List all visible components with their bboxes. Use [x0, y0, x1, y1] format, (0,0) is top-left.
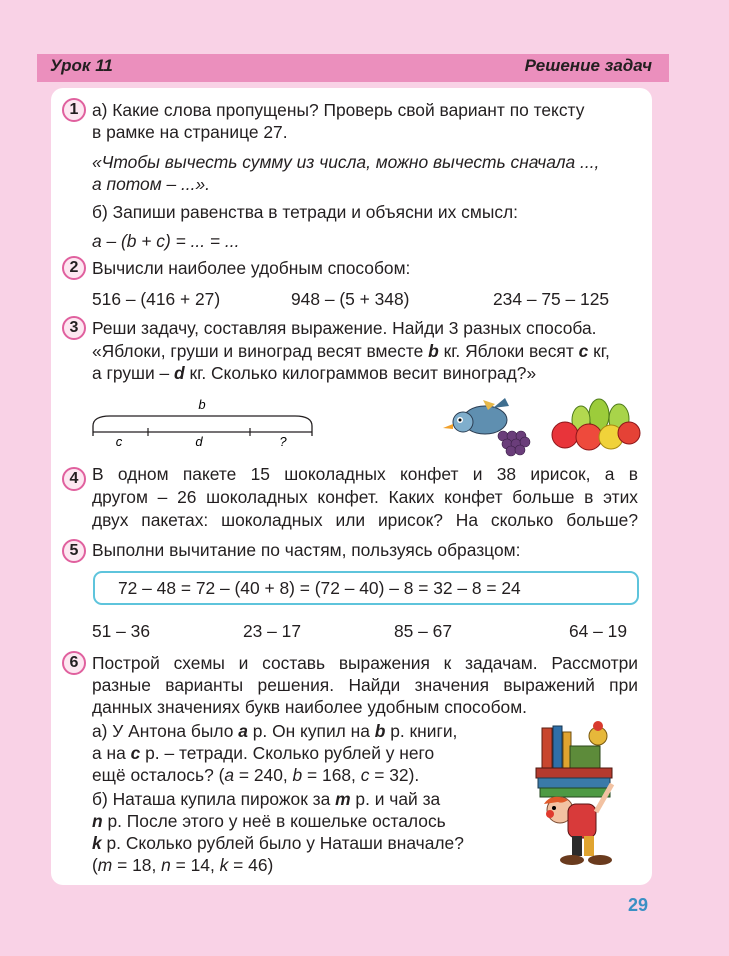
diagram-label-question: ? [279, 434, 287, 449]
task3-text: Реши задачу, составляя выражение. Найди 3 разных способа. [92, 318, 597, 338]
task4-line3: двух пакетах: шоколадных или ирисок? На сколько больше? [92, 510, 638, 530]
task6-b-line1: б) Наташа купила пирожок за m р. и чай за [92, 789, 441, 809]
task1-formula: a – (b + c) = ... = ... [92, 231, 240, 251]
task2-expression-2: 948 – (5 + 348) [291, 289, 410, 309]
task-number-4: 4 [62, 467, 86, 491]
task5-expression-3: 85 – 67 [394, 621, 453, 641]
task6-a-line1: а) У Антона было a р. Он купил на b р. книги, [92, 721, 458, 741]
task3-problem-line2: а груши – d кг. Сколько килограммов весит виноград?» [92, 363, 537, 383]
task6-a-line3: ещё осталось? (a = 240, b = 168, c = 32). [92, 765, 420, 785]
task5-sample: 72 – 48 = 72 – (40 + 8) = (72 – 40) – 8 = 32 – 8 = 24 [118, 578, 521, 598]
fruit-illustration [549, 395, 644, 455]
task4-line2: другом – 26 шоколадных конфет. Каких конфет больше в этих [92, 487, 638, 507]
task3-problem-line1: «Яблоки, груши и виноград весят вместе b кг. Яблоки весят c кг, [92, 341, 610, 361]
task1-quote-line1: «Чтобы вычесть сумму из числа, можно вычесть сначала ..., [92, 152, 600, 172]
task-number-6: 6 [62, 651, 86, 675]
task-number-3: 3 [62, 316, 86, 340]
task6-b-line2: n р. После этого у неё в кошельке осталось [92, 811, 446, 831]
task1-part-b: б) Запиши равенства в тетради и объясни их смысл: [92, 202, 518, 222]
task6-line2: разные варианты решения. Найди значения выражений при [92, 675, 638, 695]
task-number-5: 5 [62, 539, 86, 563]
task1-line1: а) Какие слова пропущены? Проверь свой вариант по тексту [92, 100, 585, 120]
task2-expression-3: 234 – 75 – 125 [493, 289, 610, 309]
diagram-brace [93, 416, 312, 436]
task5-expression-4: 64 – 19 [569, 621, 628, 641]
task-number-2: 2 [62, 256, 86, 280]
task6-line1: Построй схемы и составь выражения к задачам. Рассмотри [92, 653, 638, 673]
task4-line1: В одном пакете 15 шоколадных конфет и 38 ирисок, а в [92, 464, 638, 484]
character-with-books-illustration [522, 708, 632, 878]
segment-diagram [90, 396, 320, 449]
task6-line3: данных значениях букв наиболее удобным способом. [92, 697, 527, 717]
page-number: 29 [628, 895, 649, 915]
task6-b-line4: (m = 18, n = 14, k = 46) [92, 855, 274, 875]
bird-grapes-illustration [443, 398, 543, 458]
diagram-label-total: b [198, 397, 206, 412]
task5-expression-1: 51 – 36 [92, 621, 151, 641]
task5-expression-2: 23 – 17 [243, 621, 302, 641]
task-number-1: 1 [62, 98, 86, 122]
diagram-label-c: c [115, 434, 123, 449]
task2-expression-1: 516 – (416 + 27) [92, 289, 221, 309]
lesson-title: Урок 11 [50, 56, 113, 75]
task2-text: Вычисли наиболее удобным способом: [92, 258, 411, 278]
task1-line2: в рамке на странице 27. [92, 122, 288, 142]
task6-b-line3: k р. Сколько рублей было у Наташи вначале? [92, 833, 464, 853]
task6-a-line2: а на c р. – тетради. Сколько рублей у него [92, 743, 435, 763]
diagram-label-d: d [195, 434, 203, 449]
task1-quote-line2: а потом – ...». [92, 174, 210, 194]
task5-text: Выполни вычитание по частям, пользуясь образцом: [92, 540, 521, 560]
topic-title: Решение задач [524, 56, 652, 75]
